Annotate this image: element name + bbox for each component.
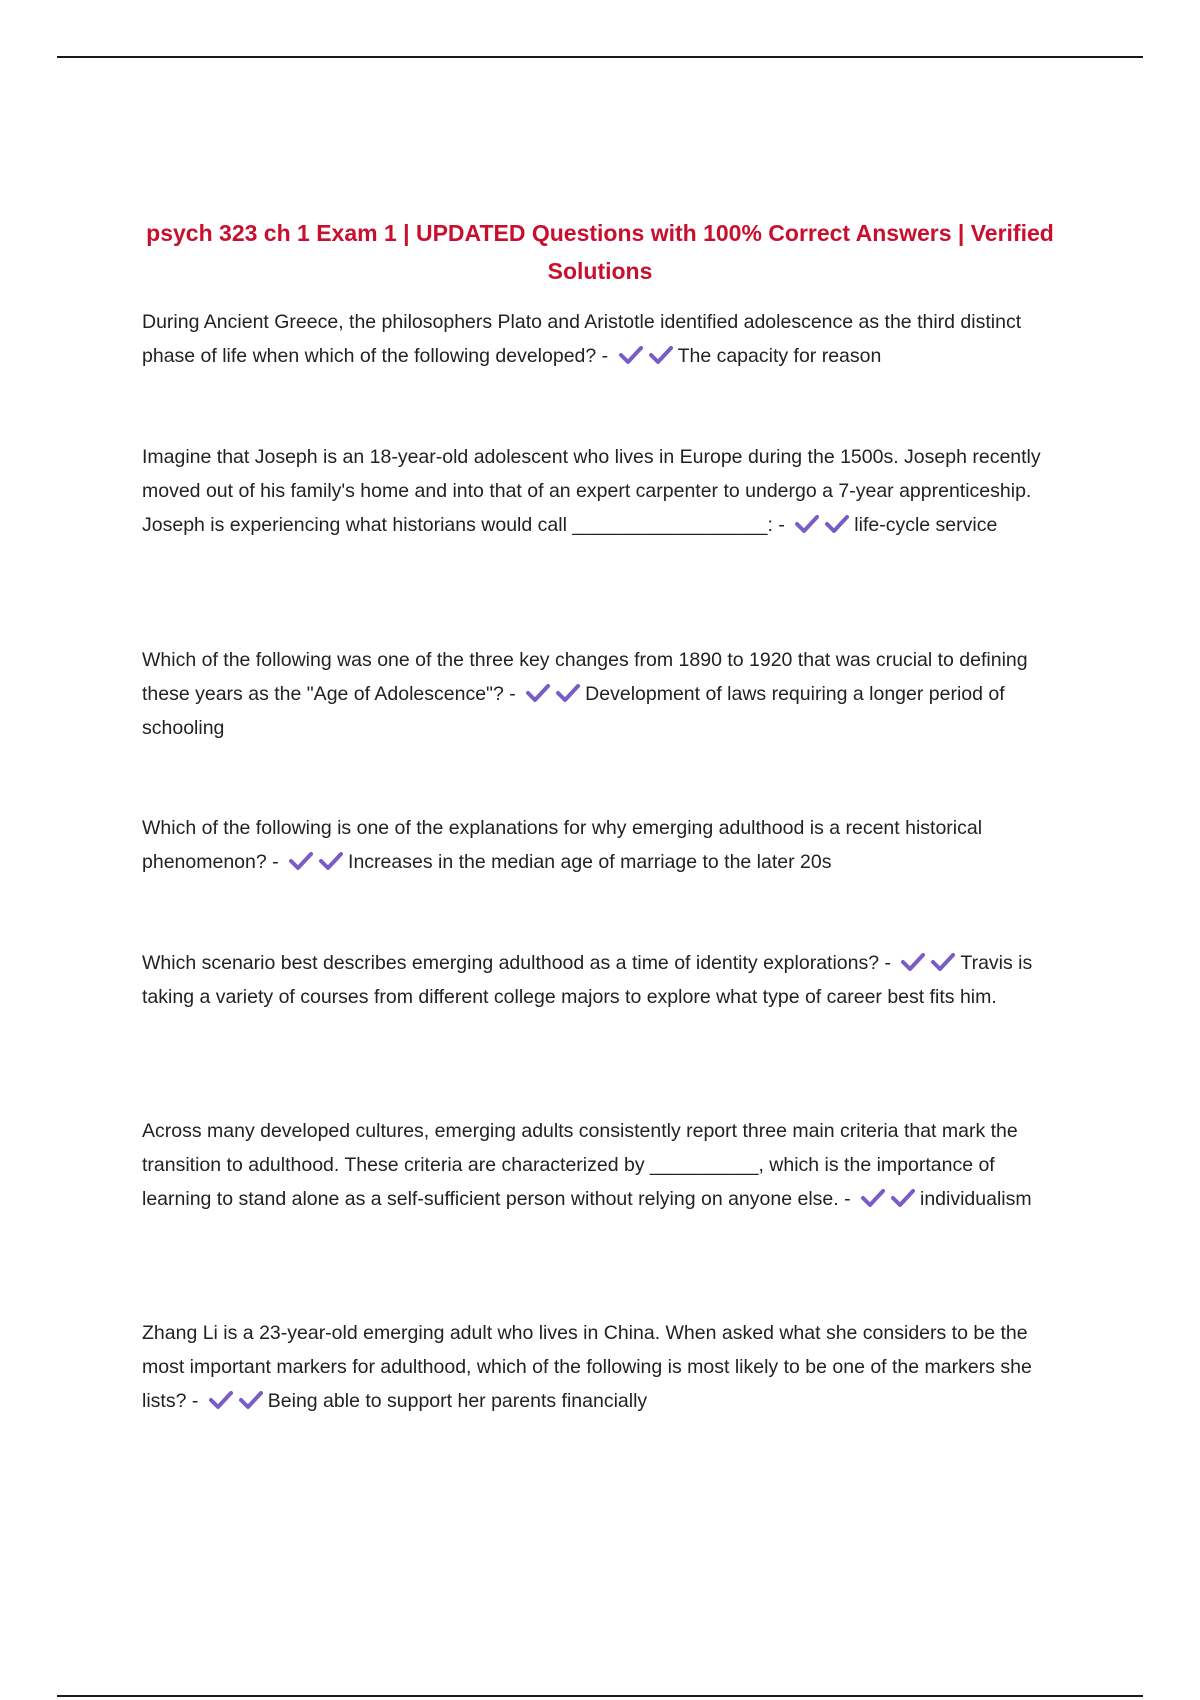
checkmark-icon [525, 683, 551, 703]
checkmark-icon [208, 1390, 234, 1410]
checkmark-icon [890, 1188, 916, 1208]
qa-item-4 [142, 811, 1060, 879]
answer-text: individualism [920, 1188, 1032, 1210]
question-text: Which scenario best describes emerging adulthood as a time of identity explorations? - [142, 952, 891, 974]
question-text: Which of the following was one of the three key changes from 1890 to 1920 that was crucial to defining these years as the "Age of Adolescence"? - [142, 649, 1028, 705]
qa-item-3 [142, 643, 1060, 745]
answer-text: Travis is taking a variety of courses from different college majors to explore what type of career best fits him. [142, 952, 1033, 1008]
checkmark-icon [930, 952, 956, 972]
checkmark-icon [618, 345, 644, 365]
checkmark-icon [648, 345, 674, 365]
qa-item-1 [142, 305, 1060, 373]
qa-item-6 [142, 1114, 1060, 1216]
checkmark-icon [860, 1188, 886, 1208]
checkmark-icon [318, 851, 344, 871]
top-rule [57, 56, 1143, 58]
checkmark-icon [555, 683, 581, 703]
qa-item-2 [142, 440, 1060, 542]
question-text: Imagine that Joseph is an 18-year-old adolescent who lives in Europe during the 1500s. Joseph recently moved out of his family's home and into that of an expert carpenter to undergo a 7-year apprenticeship. Joseph is experiencing what historians would call __________________: - [142, 446, 1041, 536]
answer-text: Being able to support her parents financially [267, 1390, 648, 1412]
checkmark-icon [824, 514, 850, 534]
answer-text: Increases in the median age of marriage to the later 20s [348, 851, 832, 873]
qa-item-7 [142, 1316, 1060, 1418]
checkmark-icon [288, 851, 314, 871]
document-title: psych 323 ch 1 Exam 1 | UPDATED Questions with 100% Correct Answers | Verified Solutions [146, 220, 1054, 284]
answer-text: Development of laws requiring a longer period of schooling [142, 683, 1005, 739]
answer-text: life-cycle service [854, 514, 998, 536]
answer-text: The capacity for reason [677, 345, 882, 367]
checkmark-icon [794, 514, 820, 534]
qa-item-5 [142, 946, 1060, 1014]
checkmark-icon [238, 1390, 264, 1410]
bottom-rule [57, 1695, 1143, 1697]
question-text: Zhang Li is a 23-year-old emerging adult who lives in China. When asked what she considers to be the most important markers for adulthood, which of the following is most likely to be one of the markers she lists? - [142, 1322, 1032, 1412]
question-text: Across many developed cultures, emerging adults consistently report three main criteria that mark the transition to adulthood. These criteria are characterized by __________, which is the importance of learning to stand alone as a self-sufficient person without relying on anyone else. - [142, 1120, 1018, 1210]
checkmark-icon [900, 952, 926, 972]
question-text: Which of the following is one of the explanations for why emerging adulthood is a recent historical phenomenon? - [142, 817, 983, 873]
question-text: During Ancient Greece, the philosophers Plato and Aristotle identified adolescence as the third distinct phase of life when which of the following developed? - [142, 311, 1022, 367]
